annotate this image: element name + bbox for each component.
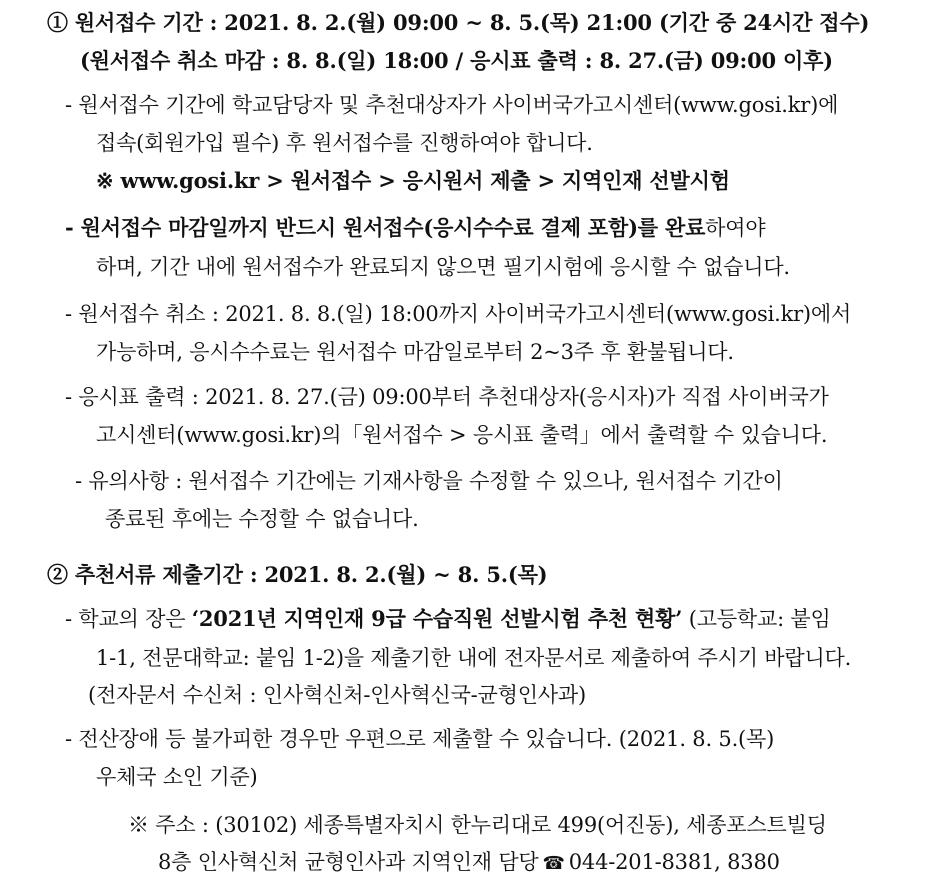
address-line2 — [158, 847, 780, 879]
address-phone-number: 044-201-8381, 8380 — [568, 850, 780, 874]
bullet4-line1: - 응시표 출력 : 2021. 8. 27.(금) 09:00부터 추천대상자(응시자)가 직접 사이버국가 — [65, 385, 829, 409]
bullet2-rest-text: 하여야 — [705, 216, 766, 240]
phone-icon: ☎ — [542, 853, 565, 874]
bullet2-line2: 하며, 기간 내에 원서접수가 완료되지 않으면 필기시험에 응시할 수 없습니다. — [96, 255, 790, 279]
bullet3-line2: 가능하며, 응시수수료는 원서접수 마감일로부터 2~3주 후 환불됩니다. — [96, 340, 734, 364]
section2-heading: ② 추천서류 제출기간 : 2021. 8. 2.(월) ~ 8. 5.(목) — [47, 562, 548, 587]
bullet4-line2: 고시센터(www.gosi.kr)의「원서접수 > 응시표 출력」에서 출력할 수 있습니다. — [96, 423, 828, 447]
section2-bullet1-pre: - 학교의 장은 — [65, 607, 192, 631]
section2-bullet1-line3: (전자문서 수신처 : 인사혁신처-인사혁신국-균형인사과) — [88, 683, 586, 707]
bullet2-bold-text: - 원서접수 마감일까지 반드시 원서접수(응시수수료 결제 포함)를 완료 — [65, 215, 706, 240]
section2-bullet1-bold: ‘2021년 지역인재 9급 수습직원 선발시험 추천 현황’ — [191, 606, 683, 631]
section2-bullet1-post: (고등학교: 붙임 — [682, 607, 831, 631]
section2-bullet2-line2: 우체국 소인 기준) — [96, 765, 258, 789]
address-line2-text: 8층 인사혁신처 균형인사과 지역인재 담당 — [158, 850, 539, 874]
bullet2-line1 — [65, 213, 765, 243]
bullet5-line1: - 유의사항 : 원서접수 기간에는 기재사항을 수정할 수 있으나, 원서접수 기간이 — [75, 469, 783, 493]
section2-bullet1-line1 — [65, 604, 831, 634]
bullet1-line1: - 원서접수 기간에 학교담당자 및 추천대상자가 사이버국가고시센터(www.gosi.kr)에 — [65, 93, 839, 117]
section1-sub-heading: (원서접수 취소 마감 : 8. 8.(일) 18:00 / 응시표 출력 : 8. 27.(금) 09:00 이후) — [80, 48, 833, 73]
gosi-path-note: ※ www.gosi.kr > 원서접수 > 응시원서 제출 > 지역인재 선발시험 — [96, 168, 730, 193]
address-line1: ※ 주소 : (30102) 세종특별자치시 한누리대로 499(어진동), 세종포스트빌딩 — [128, 813, 827, 837]
bullet3-line1: - 원서접수 취소 : 2021. 8. 8.(일) 18:00까지 사이버국가고시센터(www.gosi.kr)에서 — [65, 302, 852, 326]
bullet5-line2: 종료된 후에는 수정할 수 없습니다. — [105, 507, 419, 531]
section2-bullet2-line1: - 전산장애 등 불가피한 경우만 우편으로 제출할 수 있습니다. (2021. 8. 5.(목) — [65, 727, 775, 751]
section1-heading: ① 원서접수 기간 : 2021. 8. 2.(월) 09:00 ~ 8. 5.(목) 21:00 (기간 중 24시간 접수) — [47, 10, 870, 35]
bullet1-line2: 접속(회원가입 필수) 후 원서접수를 진행하여야 합니다. — [96, 131, 593, 155]
section2-bullet1-line2: 1-1, 전문대학교: 붙임 1-2)을 제출기한 내에 전자문서로 제출하여 주시기 바랍니다. — [96, 646, 852, 670]
